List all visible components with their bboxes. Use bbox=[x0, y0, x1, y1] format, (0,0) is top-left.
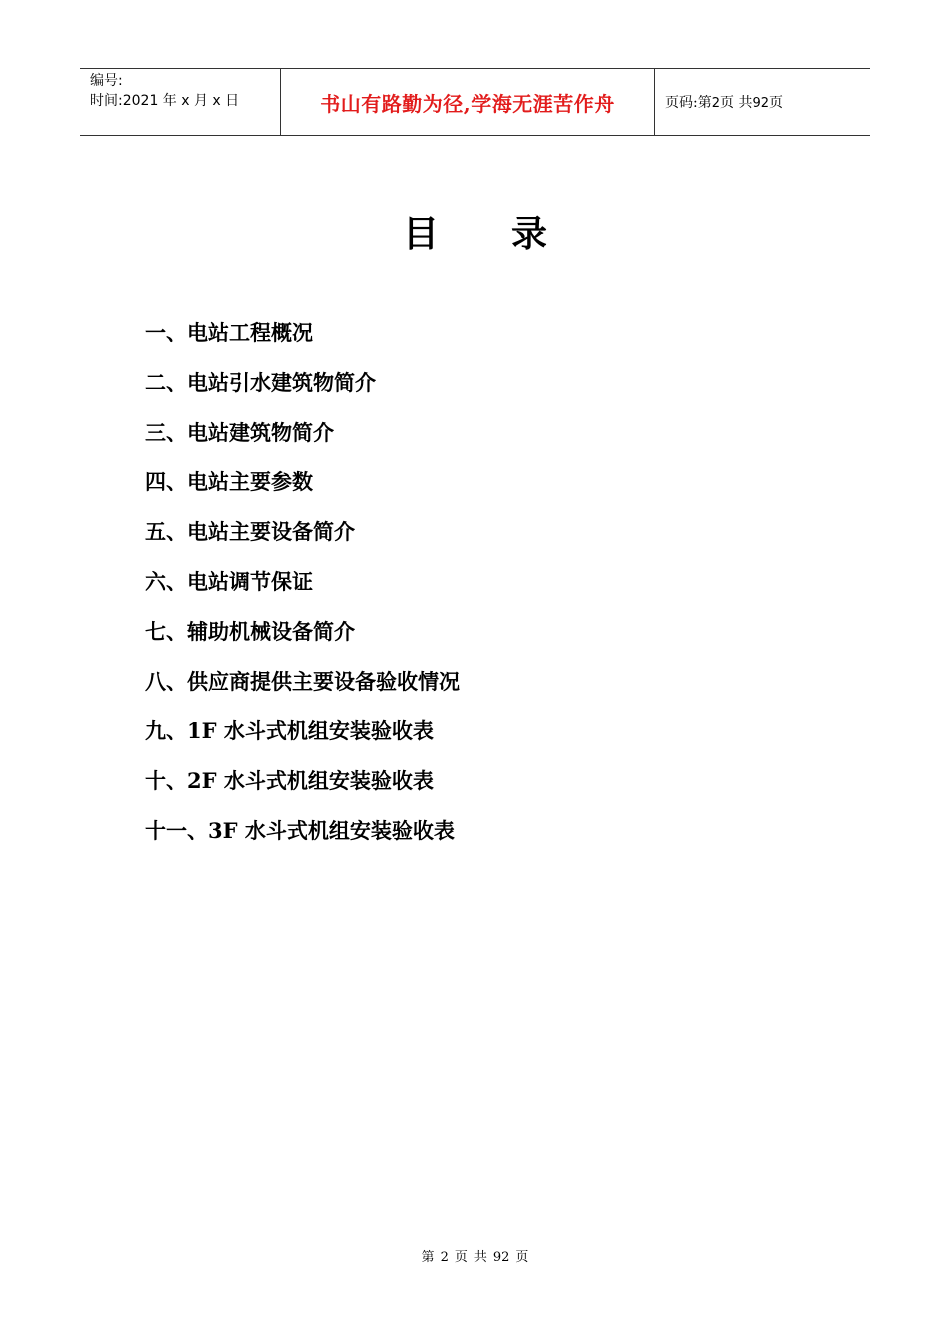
toc-item: 五、电站主要设备简介 bbox=[145, 519, 355, 545]
page-current: 2 bbox=[711, 96, 720, 111]
page-suffix: 页 bbox=[769, 95, 783, 111]
header-meta bbox=[80, 69, 281, 135]
toc-item: 八、供应商提供主要设备验收情况 bbox=[145, 668, 460, 694]
toc-item: 一、电站工程概况 bbox=[145, 320, 313, 345]
toc-item: 三、电站建筑物简介 bbox=[145, 419, 334, 445]
footer-current: 2 bbox=[440, 1250, 449, 1265]
toc-item: 十一、3F 水斗式机组安装验收表 bbox=[145, 817, 455, 843]
page-title: 目录 bbox=[402, 213, 619, 255]
page-total: 92 bbox=[752, 96, 769, 111]
footer-p3: 共 bbox=[473, 1250, 487, 1265]
footer-p2: 页 bbox=[454, 1250, 468, 1265]
toc-item: 六、电站调节保证 bbox=[145, 568, 313, 594]
toc-item: 四、电站主要参数 bbox=[145, 469, 313, 495]
header-page-number bbox=[655, 69, 870, 135]
page-mid: 页 共 bbox=[720, 95, 753, 111]
toc-item: 十、2F 水斗式机组安装验收表 bbox=[145, 768, 434, 794]
page-prefix: 页码:第 bbox=[665, 95, 712, 111]
toc-item: 二、电站引水建筑物简介 bbox=[145, 369, 376, 395]
table-of-contents bbox=[145, 315, 460, 863]
code-label: 编号: bbox=[90, 73, 123, 89]
footer-p1: 第 bbox=[421, 1250, 435, 1265]
header-motto: 书山有路勤为径,学海无涯苦作舟 bbox=[281, 69, 655, 135]
toc-item: 七、辅助机械设备简介 bbox=[145, 618, 355, 644]
page-footer bbox=[0, 1246, 950, 1265]
footer-total: 92 bbox=[492, 1250, 510, 1265]
toc-item: 九、1F 水斗式机组安装验收表 bbox=[145, 718, 434, 744]
footer-p4: 页 bbox=[515, 1250, 529, 1265]
page-header bbox=[80, 68, 870, 136]
time-label: 时间:2021 年 x 月 x 日 bbox=[90, 93, 240, 109]
